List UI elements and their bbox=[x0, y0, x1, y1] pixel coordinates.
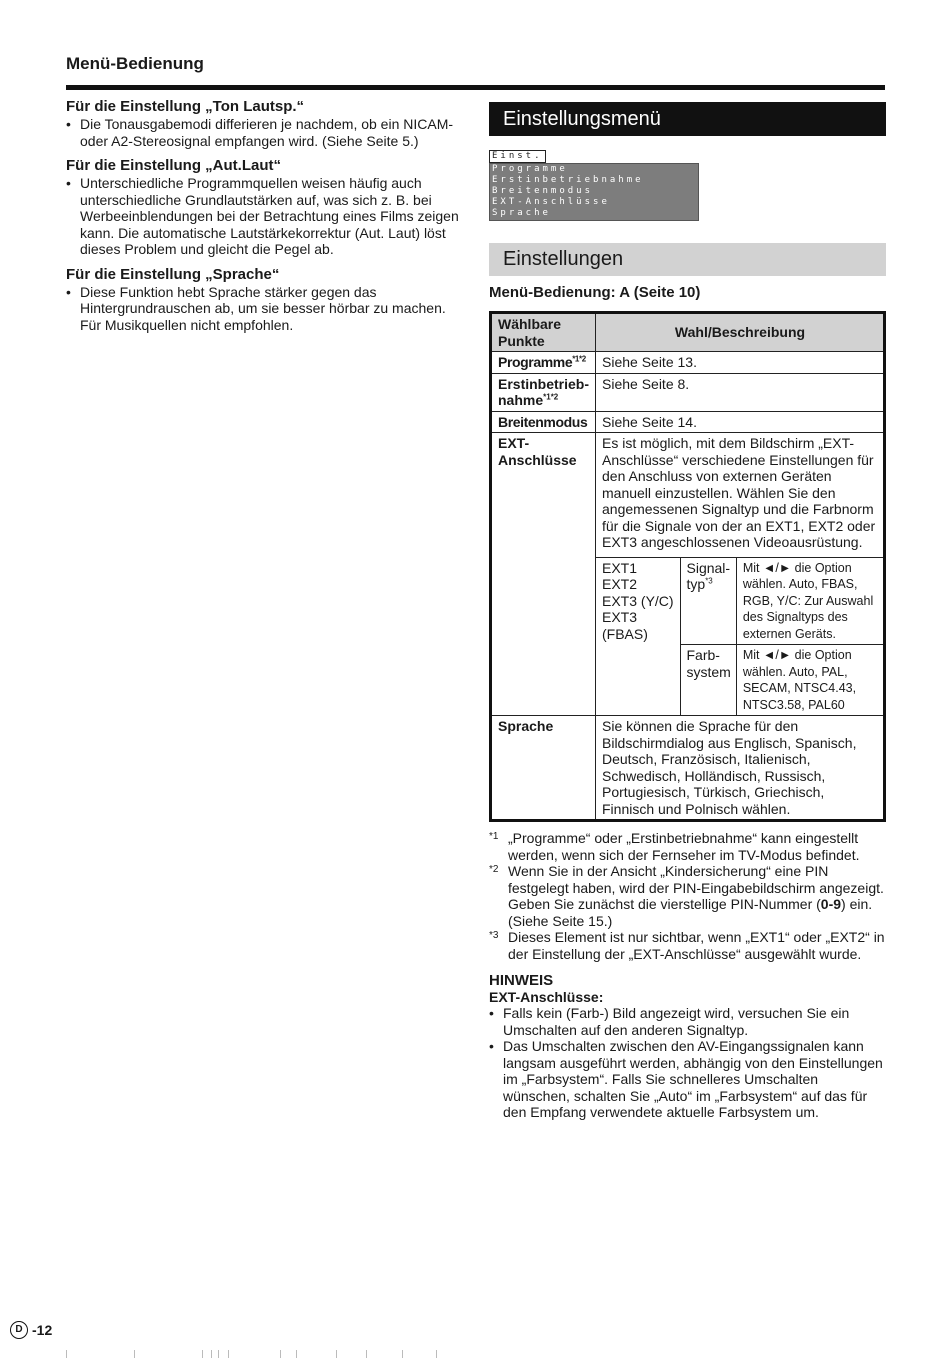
page-header: Menü-Bedienung bbox=[66, 54, 204, 73]
settings-table bbox=[489, 311, 886, 822]
color-system-label: Farb-system bbox=[680, 645, 736, 716]
section-aut-laut bbox=[66, 157, 466, 258]
row-description bbox=[596, 433, 885, 716]
table-row bbox=[491, 433, 885, 716]
color-system-desc: Mit ◄/► die Option wählen. Auto, PAL, SECAM, NTSC4.43, NTSC3.58, PAL60 bbox=[736, 645, 883, 716]
ext-subtable bbox=[596, 557, 883, 716]
row-label: Breitenmodus bbox=[491, 411, 596, 433]
bullet-text: • Die Tonausgabemodi differieren je nachdem, ob ein NICAM- oder A2-Stereosignal empfangen wird. (Siehe Seite 5.) bbox=[66, 116, 466, 149]
row-label: Erstinbetrieb-nahme$^{*1*2}$ bbox=[491, 373, 596, 411]
page-number bbox=[10, 1321, 52, 1339]
row-description: Sie können die Sprache für den Bildschirmdialog aus Englisch, Spanisch, Deutsch, Französisch, Italienisch, Schwedisch, Holländisch, Russisch, Portugiesisch, Türkisch, Griechisch, Finnisch und Polnisch wählen. bbox=[596, 716, 885, 821]
right-column bbox=[489, 102, 886, 1121]
row-description: Siehe Seite 14. bbox=[596, 411, 885, 433]
ext-input: EXT2 bbox=[602, 576, 638, 592]
row-description: Siehe Seite 8. bbox=[596, 373, 885, 411]
bullet-text: • Unterschiedliche Programmquellen weisen häufig auch unterschiedliche Grundlautstärken auf, was sich z. B. bei Werbeeinblendungen bei der Betrachtung eines Films zeigen kann. Die automatische Lautstärkekorrektur (Aut. Laut) löst dieses Problem und gleicht die Pegel ab. bbox=[66, 175, 466, 258]
section-heading: Für die Einstellung „Sprache“ bbox=[66, 265, 280, 283]
menu-section-title: Einstellungsmenü bbox=[489, 102, 886, 136]
table-row bbox=[491, 716, 885, 821]
left-column bbox=[66, 98, 466, 341]
osd-menu-illustration bbox=[489, 150, 699, 221]
table-header-row bbox=[491, 313, 885, 352]
menu-operation-subhead: Menü-Bedienung: A (Seite 10) bbox=[489, 284, 701, 301]
signal-type-desc: Mit ◄/► die Option wählen. Auto, FBAS, RGB, Y/C: Zur Auswahl des Signaltyps des externen Geräts. bbox=[736, 557, 883, 645]
ext-description: Es ist möglich, mit dem Bildschirm „EXT-Anschlüsse“ verschiedene Einstellungen für den Anschluss von externen Geräten manuell einzustellen. Wählen Sie den angemessenen Signaltyp und die Farbnorm für die Signale von der an EXT1, EXT2 oder EXT3 angeschlossenen Videoausrüstung. bbox=[602, 435, 876, 550]
table-header-cell: Wahl/Beschreibung bbox=[596, 313, 885, 352]
osd-menu-item: Programme bbox=[492, 164, 568, 174]
row-label: Sprache bbox=[491, 716, 596, 821]
osd-menu-item: EXT-Anschlüsse bbox=[492, 197, 610, 207]
section-heading: Für die Einstellung „Ton Lautsp.“ bbox=[66, 98, 305, 115]
language-badge: D bbox=[10, 1321, 28, 1339]
ext-input-list bbox=[596, 557, 680, 715]
footnote: *2 Wenn Sie in der Ansicht „Kindersicherung“ eine PIN festgelegt haben, wird der PIN-Eingabebildschirm angezeigt. Geben Sie zunächst die vierstellige PIN-Nummer (0-9) ein. (Siehe Seite 15.) bbox=[489, 863, 884, 929]
osd-menu-item: Sprache bbox=[492, 208, 551, 218]
ext-input: EXT3 (Y/C) bbox=[602, 592, 674, 609]
section-sprache bbox=[66, 266, 466, 334]
note-item: • Falls kein (Farb-) Bild angezeigt wird, versuchen Sie ein Umschalten auf den anderen Signaltyp. bbox=[489, 1005, 886, 1038]
signal-type-label: Signal-typ$^{*3}$ bbox=[680, 557, 736, 645]
row-description: Siehe Seite 13. bbox=[596, 352, 885, 374]
table-row bbox=[491, 411, 885, 433]
row-label: Programme$^{*1*2}$ bbox=[491, 352, 596, 374]
settings-section-title: Einstellungen bbox=[489, 243, 886, 276]
osd-menu-item: Erstinbetriebnahme bbox=[492, 175, 644, 185]
ext-input: EXT3 (FBAS) bbox=[602, 609, 648, 642]
osd-menu-tab: Einst. bbox=[489, 150, 546, 163]
note-item: • Das Umschalten zwischen den AV-Eingangssignalen kann langsam ausgeführt werden, abhängig von den Einstellungen im „Farbsystem“. Falls Sie schnelleres Umschalten wünschen, schalten Sie „Auto“ im „Farbsystem“ auf das für den Empfang verwendete aktuelle Farbsystem um. bbox=[489, 1038, 886, 1121]
crop-marks bbox=[66, 1350, 446, 1358]
note-heading: HINWEIS bbox=[489, 972, 554, 989]
osd-menu-list bbox=[489, 163, 699, 221]
table-row bbox=[491, 352, 885, 374]
ext-input: EXT1 bbox=[602, 559, 638, 576]
footnotes bbox=[489, 830, 886, 962]
table-row bbox=[491, 373, 885, 411]
section-ton-lautsp bbox=[66, 98, 466, 149]
note-list bbox=[489, 1005, 886, 1121]
bullet-text: • Diese Funktion hebt Sprache stärker gegen das Hintergrundrauschen ab, um sie besser hörbar zu machen. Für Musikquellen nicht empfohlen. bbox=[66, 284, 466, 334]
footnote: *3 Dieses Element ist nur sichtbar, wenn „EXT1“ oder „EXT2“ in der Einstellung der „EXT-Anschlüsse“ ausgewählt wurde. bbox=[489, 929, 885, 962]
section-heading: Für die Einstellung „Aut.Laut“ bbox=[66, 157, 281, 174]
table-header-cell: Wählbare Punkte bbox=[491, 313, 596, 352]
header-rule bbox=[66, 85, 885, 90]
row-label: EXT-Anschlüsse bbox=[491, 433, 596, 716]
osd-menu-item: Breitenmodus bbox=[492, 186, 594, 196]
footnote: *1 „Programme“ oder „Erstinbetriebnahme“ kann eingestellt werden, wenn sich der Fernseher im TV-Modus befindet. bbox=[489, 830, 860, 863]
page-number-text: -12 bbox=[32, 1322, 53, 1338]
note-subheading: EXT-Anschlüsse: bbox=[489, 989, 604, 1005]
